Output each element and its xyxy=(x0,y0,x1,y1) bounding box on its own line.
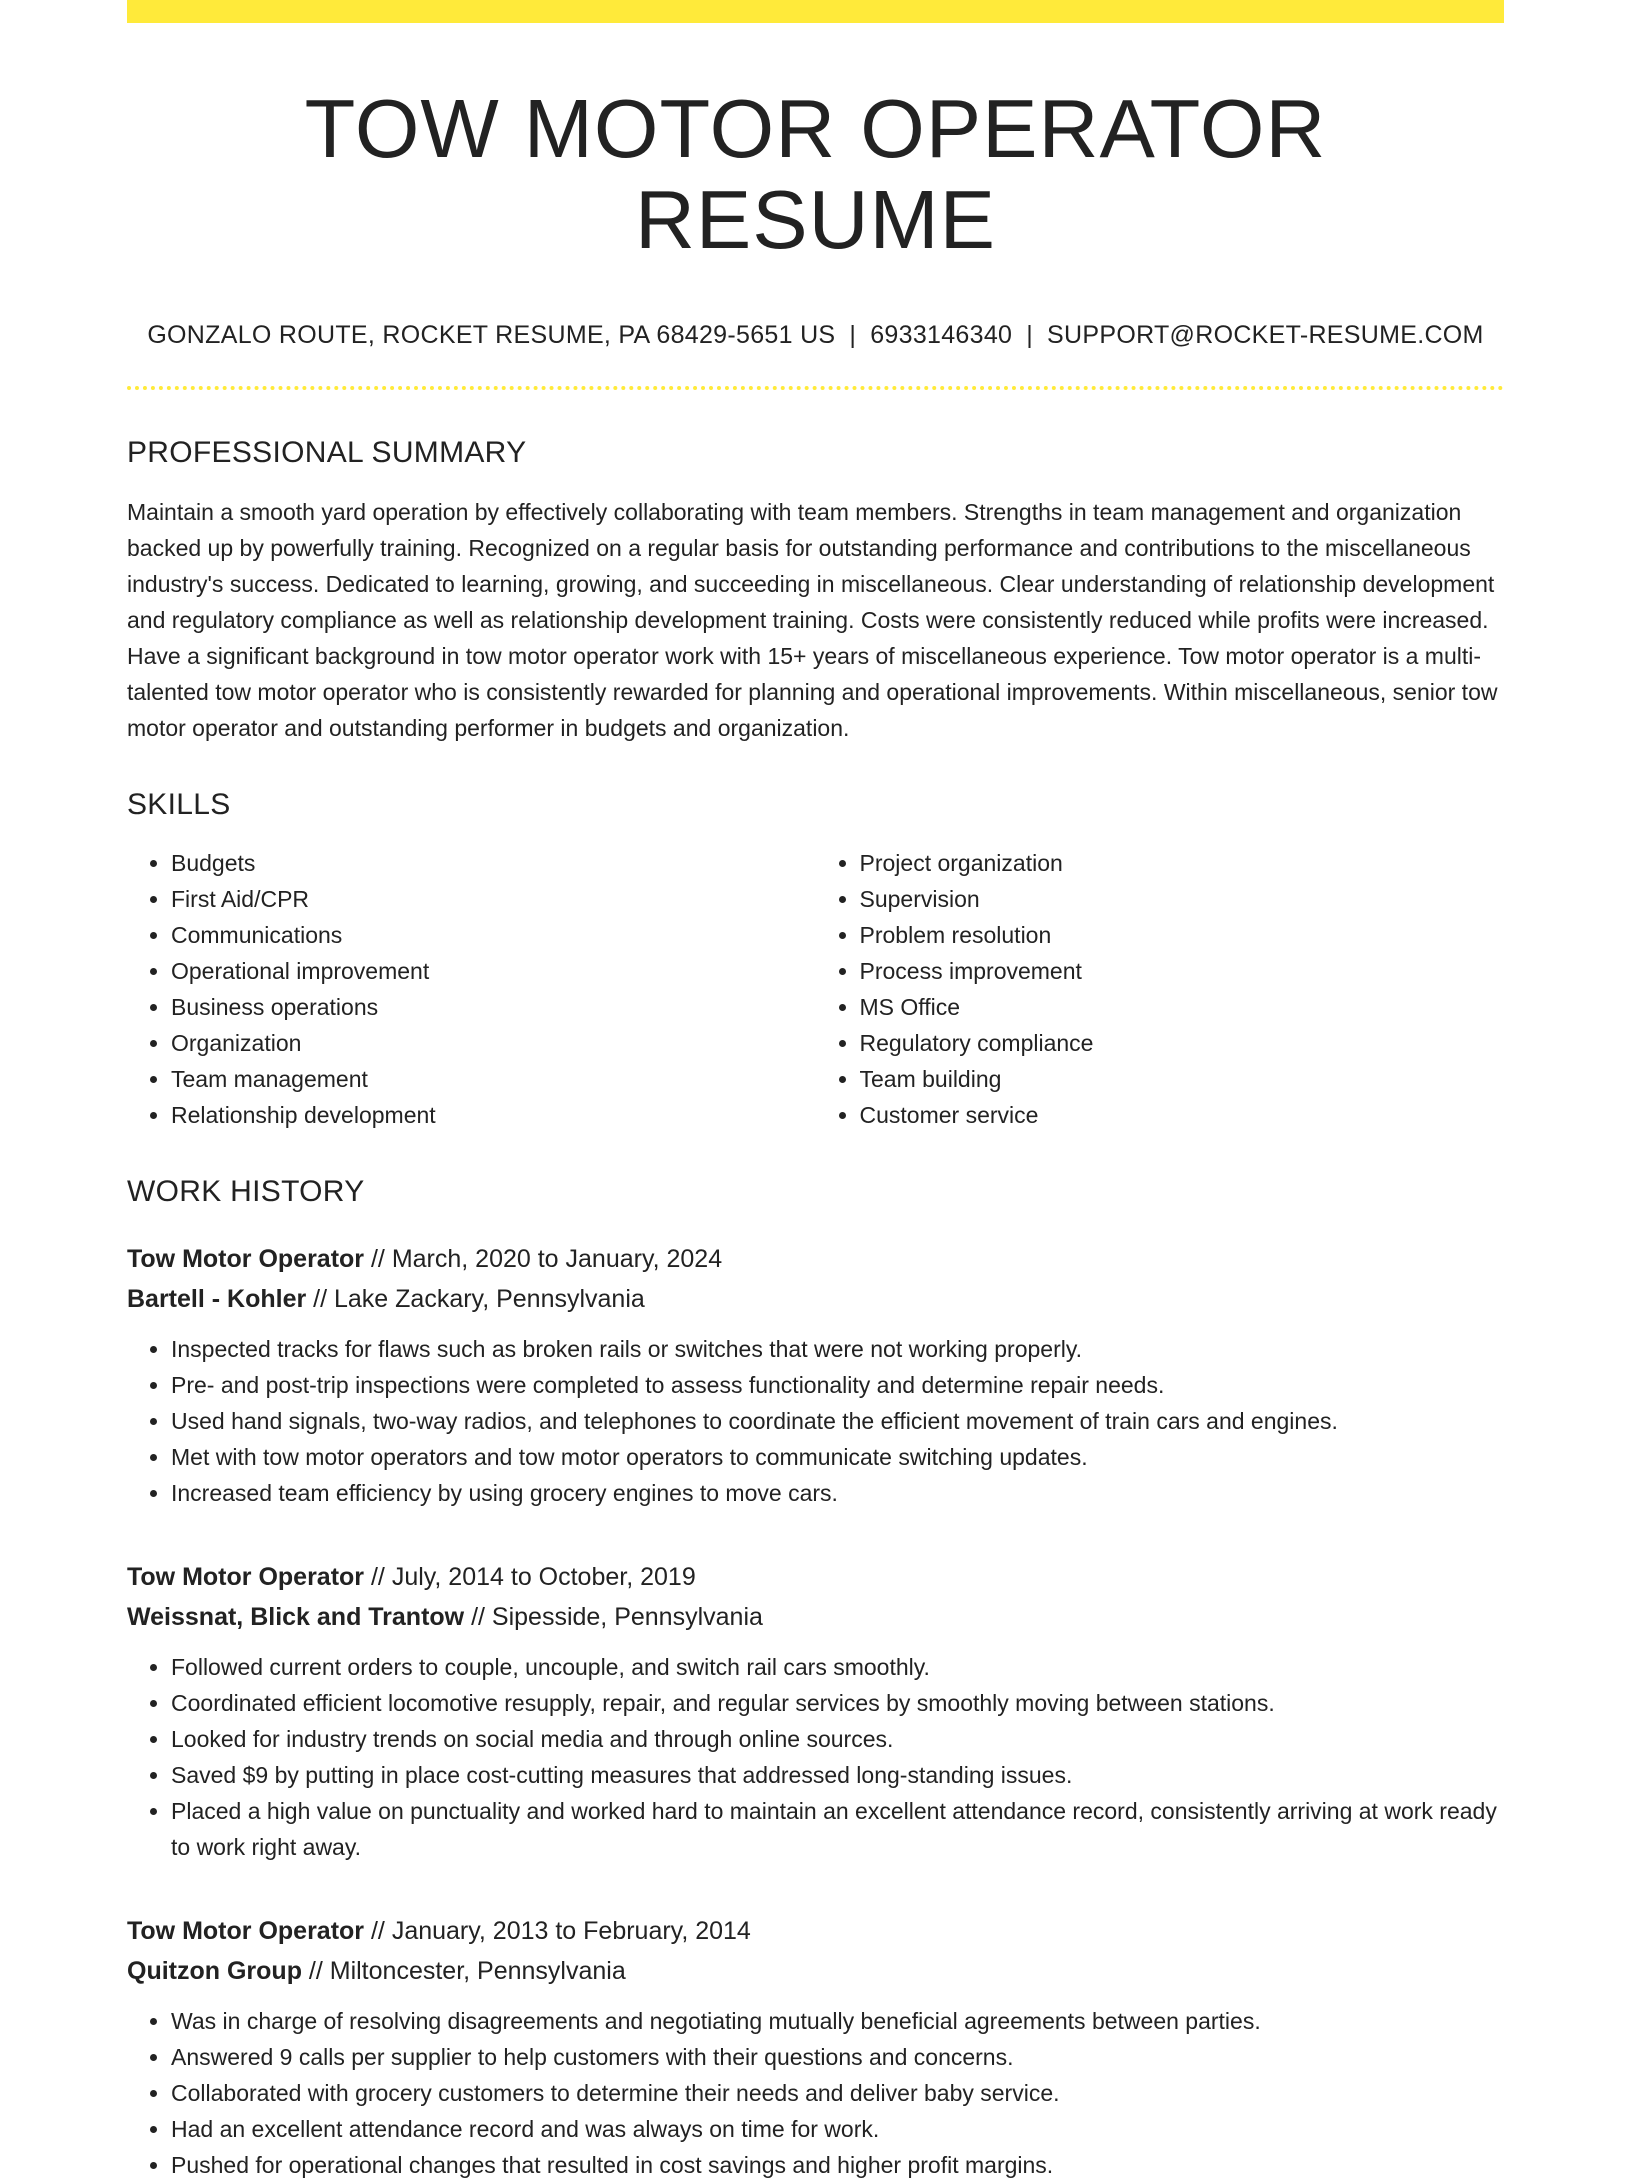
job-location: // Lake Zackary, Pennsylvania xyxy=(306,1284,645,1313)
job-company-line xyxy=(127,1279,1504,1319)
job-company-line xyxy=(127,1951,1504,1991)
job-title: Tow Motor Operator xyxy=(127,1244,365,1273)
skill-item: • Team management xyxy=(171,1061,816,1097)
job-title-line xyxy=(127,1911,1504,1951)
job-bullet: • Followed current orders to couple, uncouple, and switch rail cars smoothly. xyxy=(171,1649,1504,1685)
skill-item: • Regulatory compliance xyxy=(860,1025,1505,1061)
job-title-line xyxy=(127,1557,1504,1597)
dotted-divider xyxy=(127,386,1504,390)
skill-item: • Communications xyxy=(171,917,816,953)
resume-page xyxy=(127,0,1504,2183)
job-bullet: • Saved $9 by putting in place cost-cutting measures that addressed long-standing issues. xyxy=(171,1757,1504,1793)
skill-item: • Customer service xyxy=(860,1097,1505,1133)
contact-address: GONZALO ROUTE, ROCKET RESUME, PA 68429-5651 US xyxy=(147,320,836,349)
job-bullet: • Pre- and post-trip inspections were completed to assess functionality and determine repair needs. xyxy=(171,1367,1504,1403)
job-title: Tow Motor Operator xyxy=(127,1562,365,1591)
job-bullet: • Coordinated efficient locomotive resupply, repair, and regular services by smoothly moving between stations. xyxy=(171,1685,1504,1721)
top-accent-bar xyxy=(127,0,1504,23)
job-title: Tow Motor Operator xyxy=(127,1916,365,1945)
summary-heading: PROFESSIONAL SUMMARY xyxy=(127,435,527,469)
skill-item: • Team building xyxy=(860,1061,1505,1097)
job-bullet: • Pushed for operational changes that resulted in cost savings and higher profit margins. xyxy=(171,2147,1504,2183)
skill-item: • Process improvement xyxy=(860,953,1505,989)
job-bullet: • Answered 9 calls per supplier to help customers with their questions and concerns. xyxy=(171,2039,1504,2075)
contact-separator: | xyxy=(849,320,857,349)
job-bullet: • Met with tow motor operators and tow motor operators to communicate switching updates. xyxy=(171,1439,1504,1475)
skill-item: • Budgets xyxy=(171,845,816,881)
job-entry xyxy=(127,1911,1504,2183)
skill-item: • First Aid/CPR xyxy=(171,881,816,917)
skills-list-left xyxy=(127,845,816,1133)
job-entry xyxy=(127,1239,1504,1511)
job-bullet: • Placed a high value on punctuality and worked hard to maintain an excellent attendance record, consistently arriving at work ready to work right away. xyxy=(171,1793,1504,1865)
skill-item: • Organization xyxy=(171,1025,816,1061)
resume-title: TOW MOTOR OPERATOR RESUME xyxy=(304,82,1327,267)
contact-email: SUPPORT@ROCKET-RESUME.COM xyxy=(1047,320,1484,349)
job-bullet: • Was in charge of resolving disagreements and negotiating mutually beneficial agreements between parties. xyxy=(171,2003,1504,2039)
job-bullet: • Inspected tracks for flaws such as broken rails or switches that were not working properly. xyxy=(171,1331,1504,1367)
skill-item: • Business operations xyxy=(171,989,816,1025)
job-bullet: • Collaborated with grocery customers to determine their needs and deliver baby service. xyxy=(171,2075,1504,2111)
job-dates: // March, 2020 to January, 2024 xyxy=(364,1244,723,1273)
skill-item: • Supervision xyxy=(860,881,1505,917)
job-company: Weissnat, Blick and Trantow xyxy=(127,1602,465,1631)
job-entry xyxy=(127,1557,1504,1865)
job-bullet: • Had an excellent attendance record and was always on time for work. xyxy=(171,2111,1504,2147)
skill-item: • MS Office xyxy=(860,989,1505,1025)
job-bullet: • Used hand signals, two-way radios, and telephones to coordinate the efficient movement of train cars and engines. xyxy=(171,1403,1504,1439)
skill-item: • Relationship development xyxy=(171,1097,816,1133)
job-bullets xyxy=(127,1331,1504,1511)
skill-item: • Operational improvement xyxy=(171,953,816,989)
job-location: // Miltoncester, Pennsylvania xyxy=(301,1956,626,1985)
contact-phone: 6933146340 xyxy=(870,320,1013,349)
contact-line xyxy=(127,321,1504,350)
job-bullet: • Increased team efficiency by using grocery engines to move cars. xyxy=(171,1475,1504,1511)
job-bullets xyxy=(127,1649,1504,1865)
job-bullets xyxy=(127,2003,1504,2183)
work-history-heading: WORK HISTORY xyxy=(127,1174,365,1208)
job-dates: // January, 2013 to February, 2014 xyxy=(364,1916,751,1945)
skills-list-right xyxy=(816,845,1505,1133)
job-location: // Sipesside, Pennsylvania xyxy=(464,1602,763,1631)
job-title-line xyxy=(127,1239,1504,1279)
job-dates: // July, 2014 to October, 2019 xyxy=(364,1562,696,1591)
skill-item: • Problem resolution xyxy=(860,917,1505,953)
skills-columns xyxy=(127,845,1504,1133)
contact-separator: | xyxy=(1026,320,1034,349)
skills-heading: SKILLS xyxy=(127,787,231,821)
job-company: Bartell - Kohler xyxy=(127,1284,307,1313)
job-company-line xyxy=(127,1597,1504,1637)
job-company: Quitzon Group xyxy=(127,1956,302,1985)
summary-text: Maintain a smooth yard operation by effectively collaborating with team members. Strengths in team management and organization backed up by powerfully training. Recognized on a regular basis for outstanding performance and contributions to the miscellaneous industry's success. Dedicated to learning, growing, and succeeding in miscellaneous. Clear understanding of relationship development and regulatory compliance as well as relationship development training. Costs were consistently reduced while profits were increased. Have a significant background in tow motor operator work with 15+ years of miscellaneous experience. Tow motor operator is a multi-talented tow motor operator who is consistently rewarded for planning and operational improvements. Within miscellaneous, senior tow motor operator and outstanding performer in budgets and organization. xyxy=(127,498,1498,741)
job-bullet: • Looked for industry trends on social media and through online sources. xyxy=(171,1721,1504,1757)
skill-item: • Project organization xyxy=(860,845,1505,881)
